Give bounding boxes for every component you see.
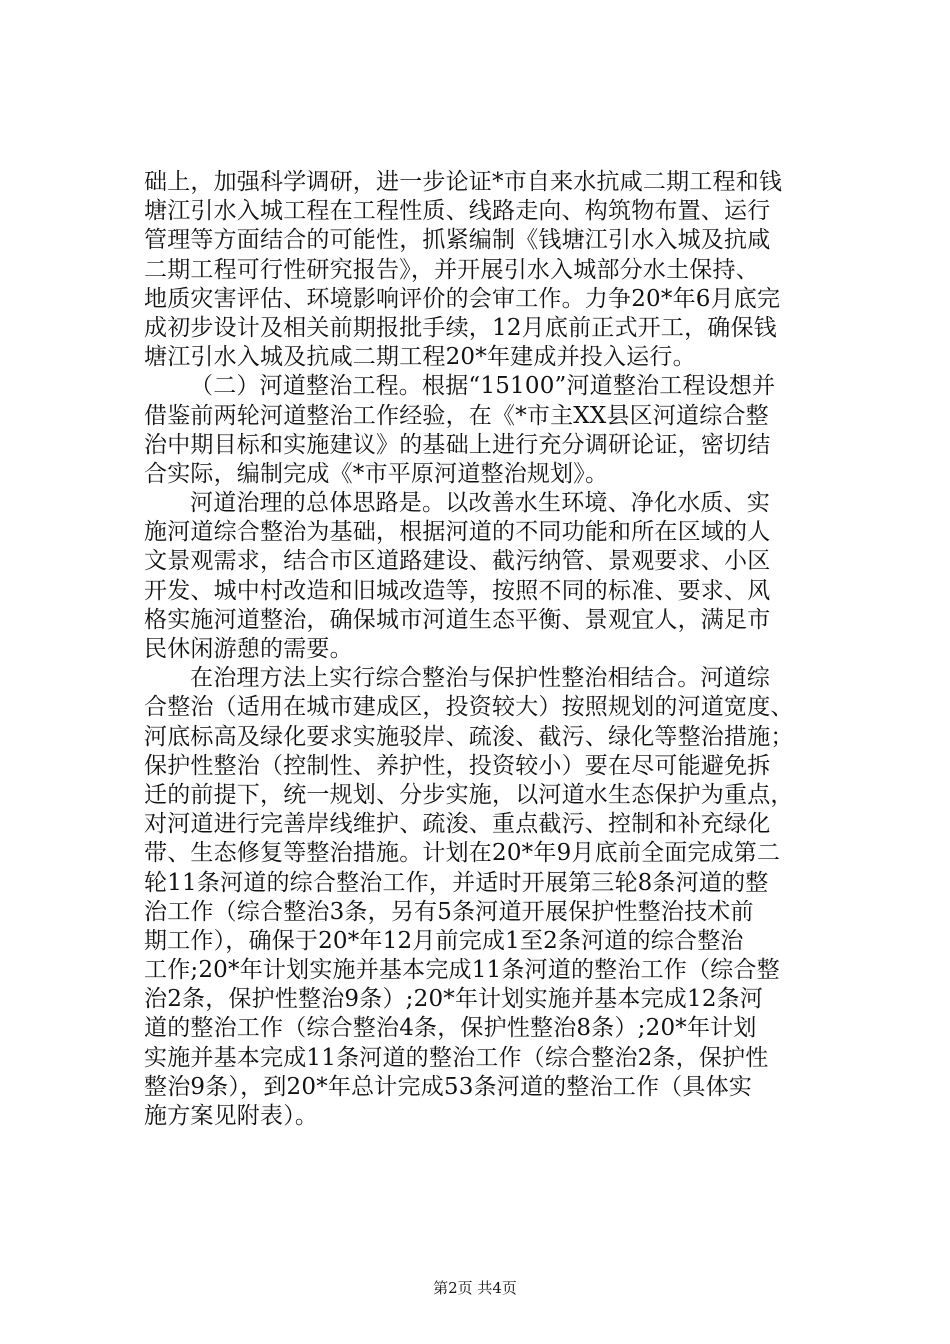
text-line: 合实际，编制完成《*市平原河道整治规划》。 [144, 460, 609, 487]
section-heading-line: （二）河道整治工程。根据“15100”河道整治工程设想并 [190, 373, 776, 400]
text-line: 治2条，保护性整治9条）;20*年计划实施并基本完成12条河 [144, 986, 764, 1013]
text-line: 河底标高及绿化要求实施驳岸、疏浚、截污、绿化等整治措施； [144, 723, 794, 750]
text-line: 二期工程可行性研究报告》，并开展引水入城部分水土保持、 [144, 256, 759, 283]
paragraph-start-line: 河道治理的总体思路是。以改善水生环境、净化水质、实 [190, 490, 770, 517]
text-line: 保护性整治（控制性、养护性，投资较小）要在尽可能避免拆 [144, 752, 771, 779]
text-line: 塘江引水入城及抗咸二期工程20*年建成并投入运行。 [144, 344, 696, 371]
text-line: 地质灾害评估、环境影响评价的会审工作。力争20*年6月底完 [144, 285, 781, 312]
text-line: 期工作），确保于20*年12月前完成1至2条河道的综合整治 [144, 927, 744, 954]
text-line: 础上，加强科学调研，进一步论证*市自来水抗咸二期工程和钱 [144, 169, 783, 195]
text-line: 整治9条），到20*年总计完成53条河道的整治工作（具体实 [144, 1073, 752, 1100]
text-line: 迁的前提下，统一规划、分步实施，以河道水生态保护为重点， [144, 781, 794, 808]
text-line: 成初步设计及相关前期报批手续，12月底前正式开工，确保钱 [144, 314, 777, 341]
text-line: 管理等方面结合的可能性，抓紧编制《钱塘江引水入城及抗咸 [144, 227, 771, 254]
document-body [144, 168, 834, 1131]
text-line: 施方案见附表）。 [144, 1103, 319, 1129]
text-line: 带、生态修复等整治措施。计划在20*年9月底前全面完成第二 [144, 840, 781, 867]
text-line: 治中期目标和实施建议》的基础上进行充分调研论证，密切结 [144, 431, 771, 458]
text-line: 实施并基本完成11条河道的整治工作（综合整治2条，保护性 [144, 1044, 769, 1071]
text-line: 合整治（适用在城市建成区，投资较大）按照规划的河道宽度、 [144, 694, 794, 721]
text-line: 文景观需求，结合市区道路建设、截污纳管、景观要求、小区 [144, 548, 771, 575]
text-line: 轮11条河道的综合整治工作，并适时开展第三轮8条河道的整 [144, 869, 769, 896]
text-line: 塘江引水入城工程在工程性质、线路走向、构筑物布置、运行 [144, 198, 771, 225]
paragraph-start-line: 在治理方法上实行综合整治与保护性整治相结合。河道综 [190, 665, 770, 692]
text-line: 开发、城中村改造和旧城改造等，按照不同的标准、要求、风 [144, 577, 771, 604]
text-line: 借鉴前两轮河道整治工作经验，在《*市主XX县区河道综合整 [144, 402, 769, 429]
text-line: 格实施河道整治，确保城市河道生态平衡、景观宜人，满足市 [144, 606, 771, 633]
text-line: 工作;20*年计划实施并基本完成11条河道的整治工作（综合整 [144, 957, 780, 984]
text-line: 民休闲游憩的需要。 [144, 636, 353, 662]
page-number: 第2页 共4页 [433, 1279, 517, 1297]
text-line: 治工作（综合整治3条，另有5条河道开展保护性整治技术前 [144, 898, 754, 925]
text-line: 对河道进行完善岸线维护、疏浚、重点截污、控制和补充绿化 [144, 811, 771, 838]
page-footer [0, 1278, 950, 1298]
text-line: 道的整治工作（综合整治4条，保护性整治8条）;20*年计划 [144, 1015, 757, 1042]
text-line: 施河道综合整治为基础，根据河道的不同功能和所在区域的人 [144, 519, 771, 546]
